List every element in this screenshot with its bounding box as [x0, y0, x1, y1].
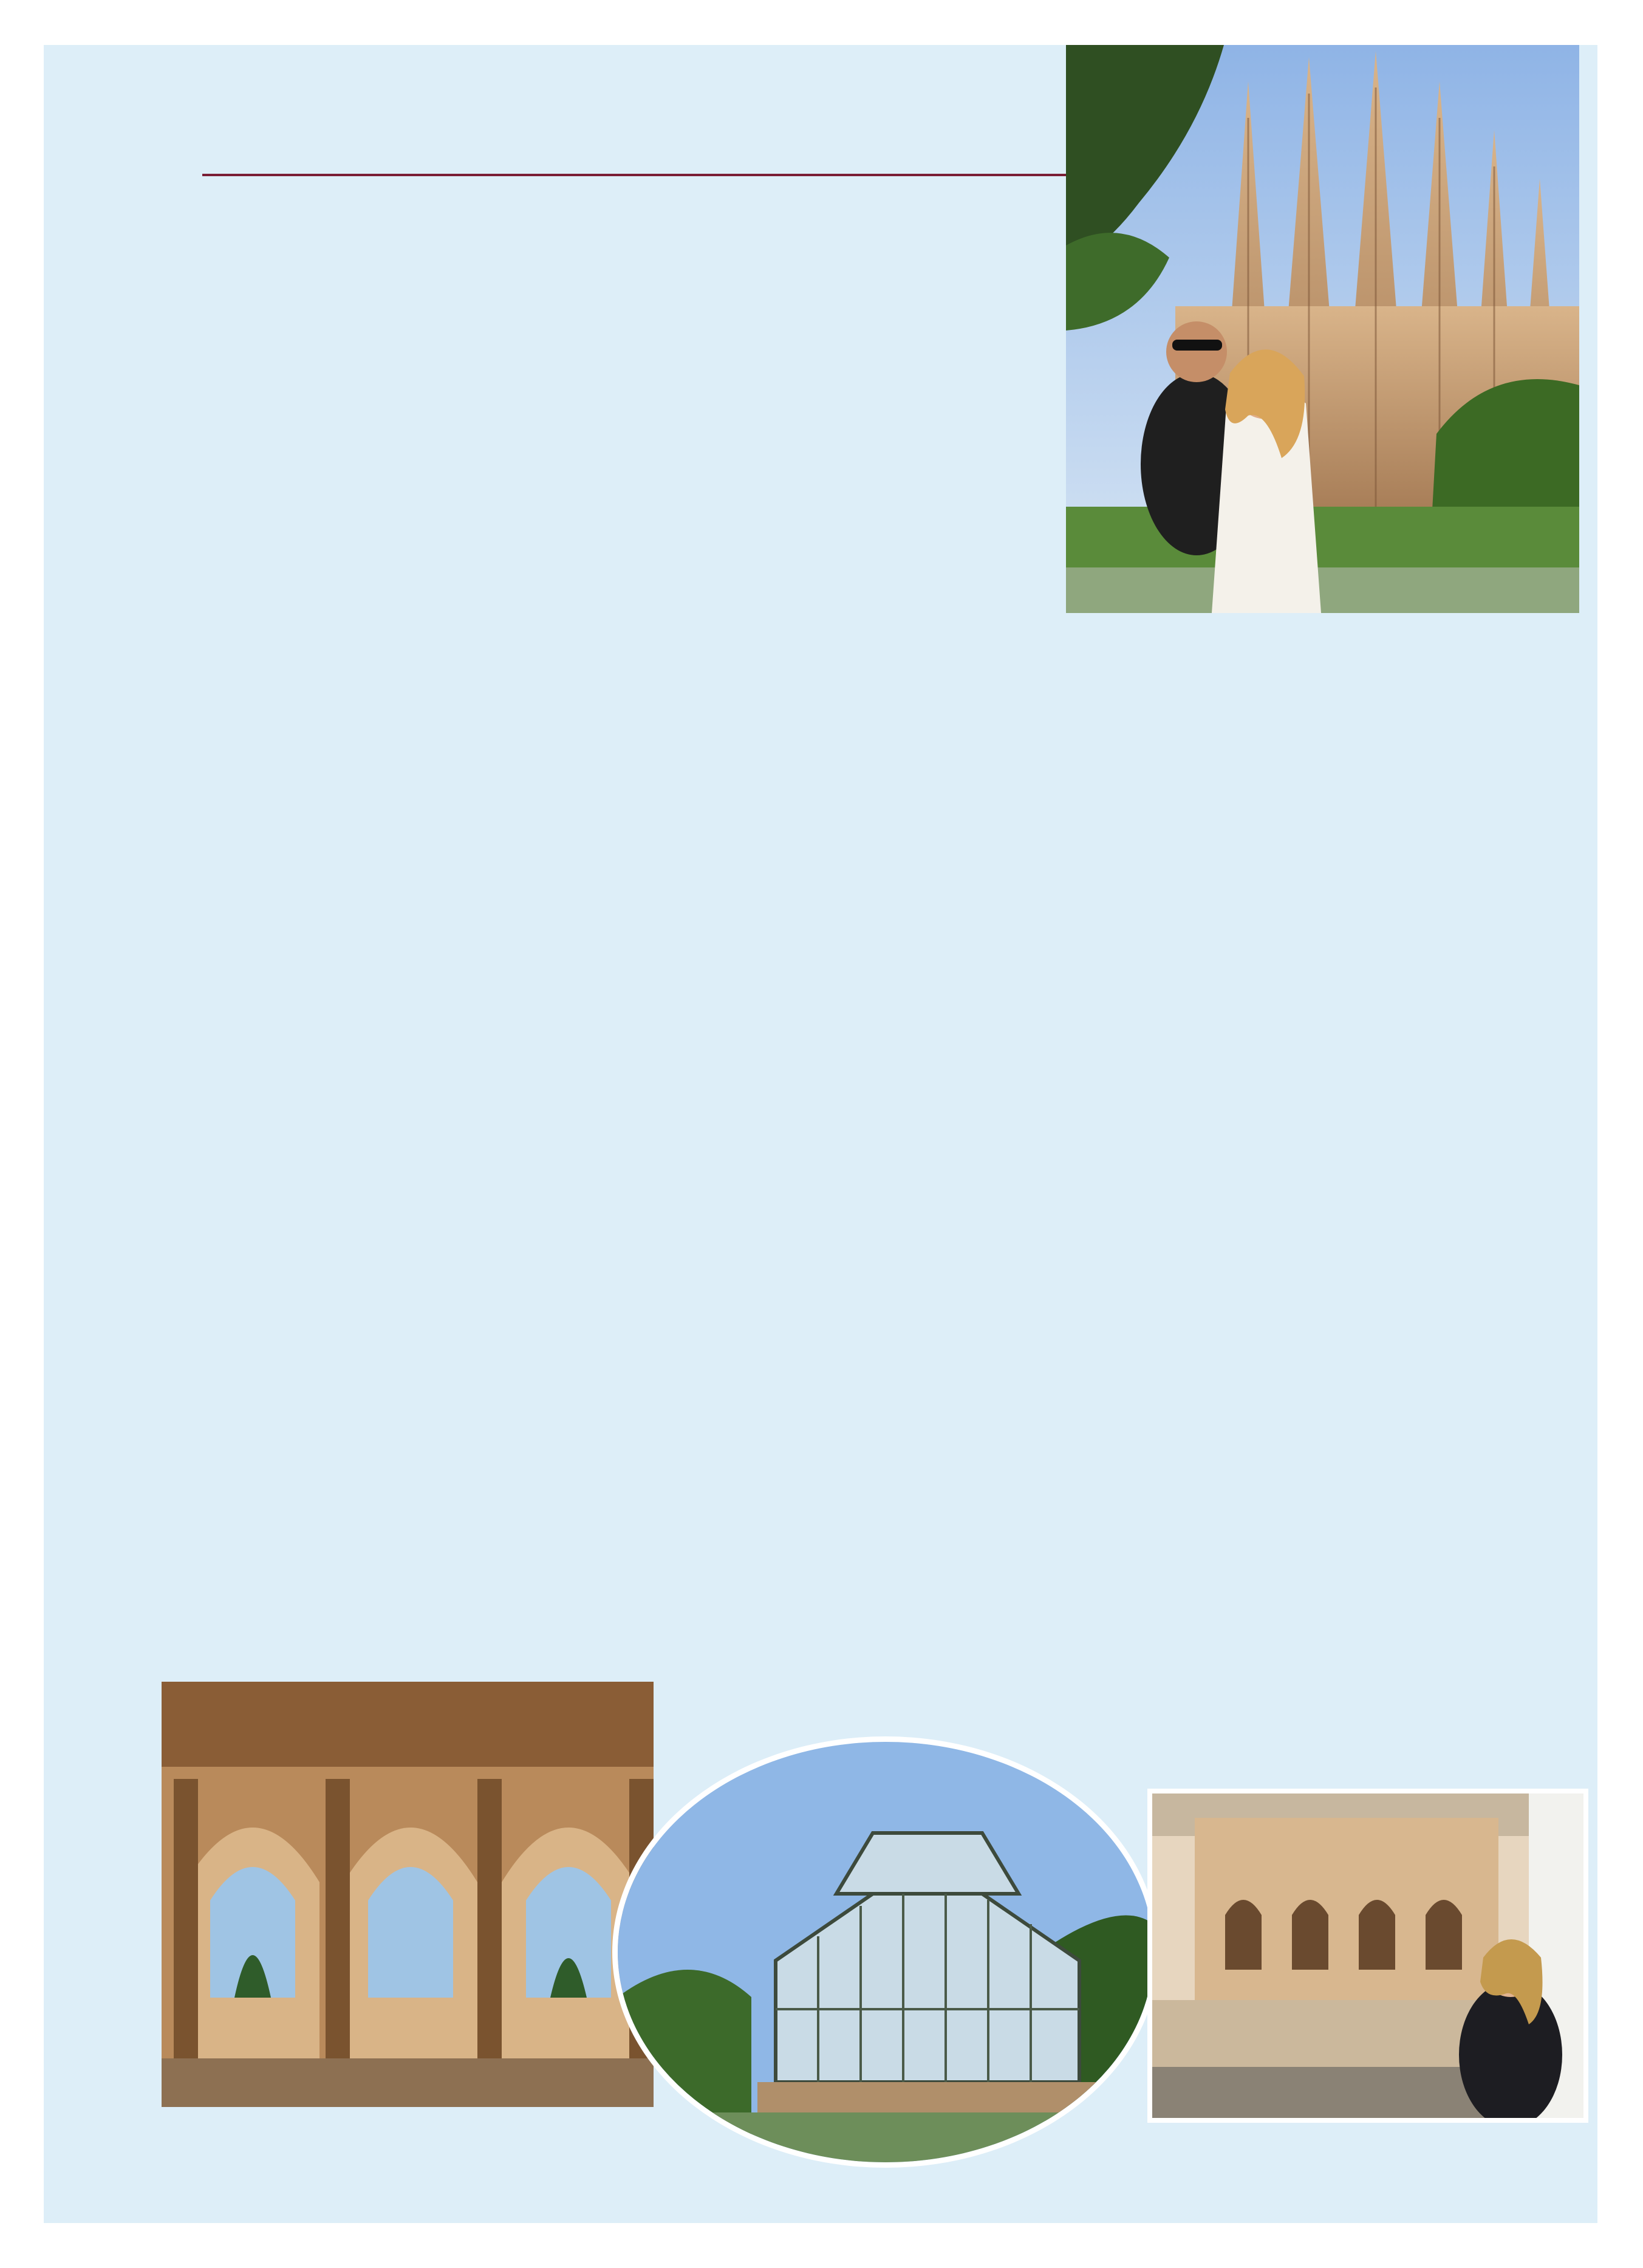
photo-kristal-saray [612, 1736, 1159, 2168]
sagrada-familia-illustration [1066, 45, 1579, 613]
alcazar-palace-illustration [1152, 1794, 1583, 2118]
header-rule [202, 174, 1077, 176]
photo-alcazar-sarayi [1147, 1789, 1588, 2123]
photo-nazirin-sarayi [162, 1682, 654, 2107]
kristal-palace-illustration [618, 1742, 1153, 2162]
nazirin-palace-illustration [162, 1682, 654, 2107]
photo-sagrada-familia [1066, 45, 1579, 613]
